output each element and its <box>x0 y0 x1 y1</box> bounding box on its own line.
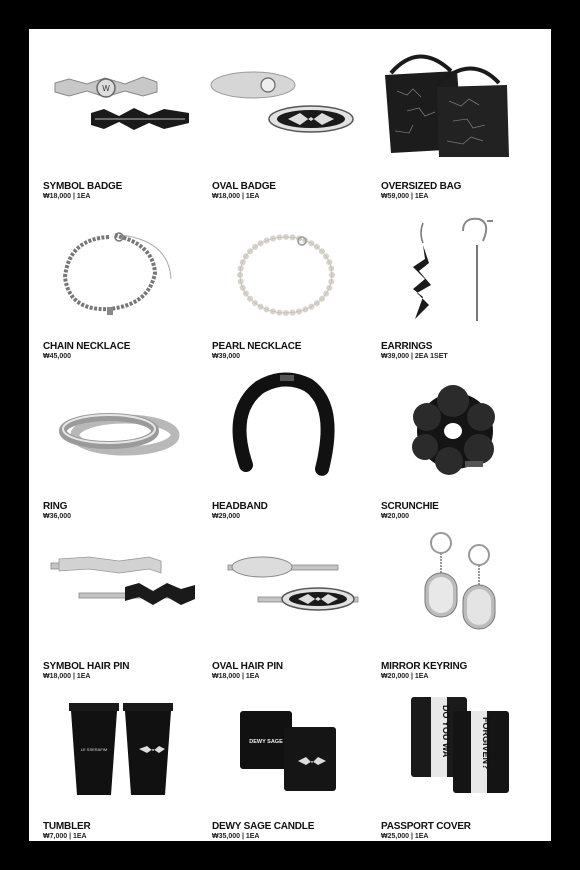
product-name: OVERSIZED BAG <box>381 181 462 192</box>
oversized-bag-icon <box>367 41 537 171</box>
product-name: PASSPORT COVER <box>381 821 471 832</box>
product-price: ₩18,000 | 1EA <box>212 193 260 200</box>
product-card-headband[interactable] <box>198 361 368 521</box>
product-price: ₩18,000 | 1EA <box>43 673 91 680</box>
product-card-chain-necklace[interactable] <box>29 201 199 361</box>
product-name: HEADBAND <box>212 501 268 512</box>
product-card-pearl-necklace[interactable] <box>198 201 368 361</box>
product-price: ₩59,000 | 1EA <box>381 193 429 200</box>
product-name: RING <box>43 501 68 512</box>
product-name: SYMBOL BADGE <box>43 181 123 192</box>
candle-icon <box>198 681 368 811</box>
product-name: EARRINGS <box>381 341 433 352</box>
product-price: ₩45,000 <box>43 353 72 360</box>
passport-text-2: FORGIVEN? <box>481 717 491 770</box>
product-price: ₩20,000 <box>381 513 410 520</box>
product-price: ₩20,000 | 1EA <box>381 673 429 680</box>
product-name: PEARL NECKLACE <box>212 341 302 352</box>
product-name: SYMBOL HAIR PIN <box>43 661 130 672</box>
product-price: ₩39,000 | 2EA 1SET <box>381 353 448 360</box>
product-name: TUMBLER <box>43 821 91 832</box>
product-price: ₩7,000 | 1EA <box>43 833 87 840</box>
product-name: OVAL HAIR PIN <box>212 661 283 672</box>
earrings-icon <box>367 201 537 331</box>
symbol-badge-icon <box>29 41 199 171</box>
product-price: ₩36,000 <box>43 513 72 520</box>
product-price: ₩29,000 <box>212 513 241 520</box>
product-card-ring[interactable] <box>29 361 199 521</box>
passport-cover-icon <box>367 681 537 811</box>
mirror-keyring-icon <box>367 521 537 651</box>
product-price: ₩18,000 | 1EA <box>212 673 260 680</box>
product-card-passport-cover[interactable] <box>367 681 537 841</box>
oval-hair-pin-icon <box>198 521 368 651</box>
svg-text:W: W <box>102 84 110 93</box>
product-price: ₩35,000 | 1EA <box>212 833 260 840</box>
symbol-hair-pin-icon <box>29 521 199 651</box>
product-price: ₩39,000 <box>212 353 241 360</box>
chain-necklace-icon <box>29 201 199 331</box>
product-card-symbol-hair-pin[interactable] <box>29 521 199 681</box>
product-name: OVAL BADGE <box>212 181 276 192</box>
pearl-necklace-icon <box>198 201 368 331</box>
product-price: ₩25,000 | 1EA <box>381 833 429 840</box>
tumbler-icon <box>29 681 199 811</box>
scrunchie-icon <box>367 361 537 491</box>
candle-label-text: DEWY SAGE <box>249 739 283 745</box>
headband-icon <box>198 361 368 491</box>
oval-badge-icon <box>198 41 368 171</box>
ring-icon <box>29 361 199 491</box>
product-name: DEWY SAGE CANDLE <box>212 821 315 832</box>
product-card-oversized-bag[interactable] <box>367 41 537 201</box>
product-sheet <box>29 29 551 841</box>
tumbler-logo-text: LE SSERAFIM <box>80 747 108 752</box>
product-card-scrunchie[interactable] <box>367 361 537 521</box>
product-name: MIRROR KEYRING <box>381 661 468 672</box>
product-card-earrings[interactable] <box>367 201 537 361</box>
product-card-candle[interactable] <box>198 681 368 841</box>
passport-text-1: DO YOU WA <box>441 705 451 758</box>
product-card-oval-hair-pin[interactable] <box>198 521 368 681</box>
product-name: CHAIN NECKLACE <box>43 341 131 352</box>
product-card-symbol-badge[interactable] <box>29 41 199 201</box>
product-card-mirror-keyring[interactable] <box>367 521 537 681</box>
product-price: ₩18,000 | 1EA <box>43 193 91 200</box>
product-name: SCRUNCHIE <box>381 501 439 512</box>
product-card-oval-badge[interactable] <box>198 41 368 201</box>
product-card-tumbler[interactable] <box>29 681 199 841</box>
